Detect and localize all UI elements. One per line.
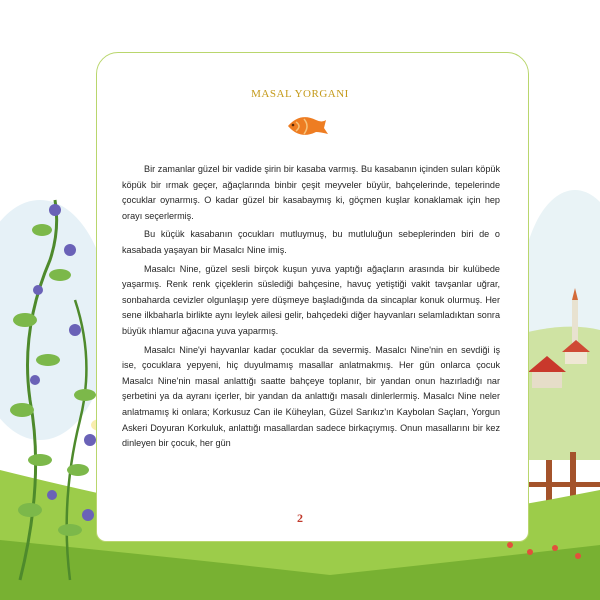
paragraph-1: Bir zamanlar güzel bir vadide şirin bir kasaba varmış. Bu kasabanın içinden suları köpük köpük bir ırmak geçer, ağaçlarında binbir çeşit meyveler büyür, bahçelerinde, tepelerinde çocuklar oynarmış. O kadar güzel bir kasabaymış ki, göçmen kuşlar konaklamak için hep orayı seçerlermiş. bbox=[122, 164, 500, 221]
red-house bbox=[532, 370, 562, 388]
paragraph-4: Masalcı Nine'yi hayvanlar kadar çocuklar da severmiş. Masalcı Nine'nin en sevdiği iş ise, çocuklara yepyeni, hiç duyulmamış masallar anlatmakmış. Her gün onlarca çocuk Masalcı Nine'nin masal anlattığı saatte bahçeye toplanır, bir yandan onun hazırladığı nar şerbetini ya da ayranı içerler, bir yandan da anlattığı masalı dinlerlermiş. Masalcı Nine neler anlatmamış ki onlara; Korkusuz Can ile Küheylan, Güzel Sarıkız'ın Kaybolan Saçları, Yorgun Askeri Doyuran Korkuluk, anlattığı masallardan sadece birkaçıymış. Onun masallarını bir kez dinleyen bir çocuk, her gün bbox=[122, 344, 500, 449]
small-house bbox=[565, 350, 587, 364]
paragraph-2: Bu küçük kasabanın çocukları mutluymuş, bu mutluluğun sebeplerinden biri de o kasabada yaşayan bir Masalcı Nine imiş. bbox=[122, 229, 500, 255]
goldfish-icon bbox=[282, 110, 332, 140]
book-title: MASAL YORGANI bbox=[251, 88, 349, 100]
paragraph-3: Masalcı Nine, güzel sesli birçok kuşun yuva yaptığı ağaçların arasında bir kulübede yaşarmış. Renk renk çiçeklerin süslediği bahçesine, havuç yetiştiği vakit tavşanlar uğrar, sonbaharda cevizler olgunlaşıp yere düşmeye başladığında da sincaplar konuk olurmuş. Her sene ilkbaharla birlikte aynı leylek ailesi gelir, bahçedeki diğer hayvanları selamladıktan sonra büyük ıhlamur ağacına yuva yaparmış. bbox=[122, 263, 500, 336]
story-text bbox=[122, 162, 500, 455]
page-number: 2 bbox=[297, 511, 303, 525]
